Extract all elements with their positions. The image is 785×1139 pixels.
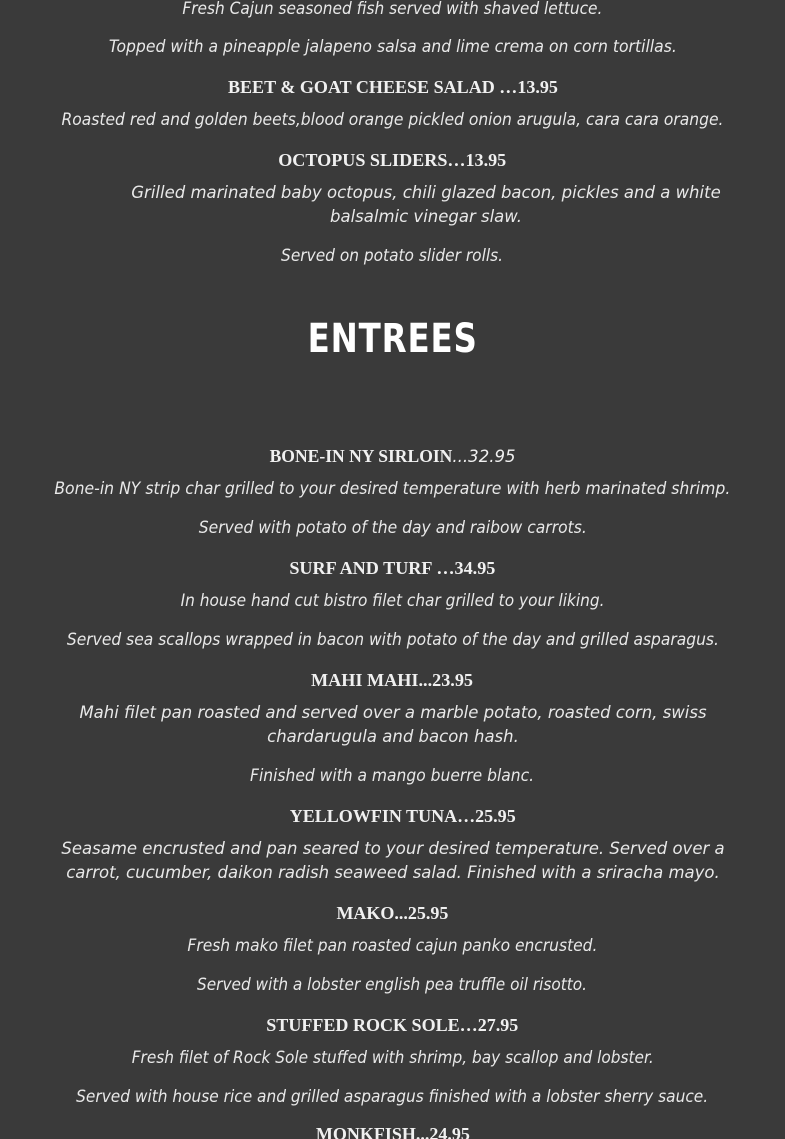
- mahi-mahi-finish: Finished with a mango buerre blanc.: [250, 766, 535, 785]
- rock-sole-description-line-1: Fresh filet of Rock Sole stuffed with shrimp, bay scallop and lobster.: [131, 1048, 654, 1067]
- mako-description-line-2: Served with a lobster english pea truffle oil risotto.: [197, 975, 588, 994]
- beet-salad-description: Roasted red and golden beets,blood orange pickled onion arugula, cara cara orange.: [61, 110, 724, 129]
- item-name: BONE-IN NY SIRLOIN: [269, 446, 453, 466]
- yellowfin-tuna-description: Seasame encrusted and pan seared to your desired temperature. Served over a carrot, cucumber, daikon radish seaweed salad. Finished with a sriracha mayo.: [61, 839, 725, 882]
- sirloin-description-line-2: Served with potato of the day and raibow carrots.: [198, 518, 587, 537]
- item-price: ...32.95: [452, 447, 516, 466]
- surf-turf-description-line-2: Served sea scallops wrapped in bacon with potato of the day and grilled asparagus.: [66, 630, 719, 649]
- menu-item-beet-goat-cheese-salad: BEET & GOAT CHEESE SALAD …13.95: [227, 77, 558, 97]
- mahi-mahi-description: Mahi filet pan roasted and served over a marble potato, roasted corn, swiss chardarugula and bacon hash.: [79, 703, 707, 746]
- section-title-entrees: ENTREES: [307, 316, 478, 362]
- menu-item-surf-and-turf: SURF AND TURF …34.95: [289, 558, 496, 578]
- octopus-sliders-serving: Served on potato slider rolls.: [281, 246, 504, 265]
- menu-item-yellowfin-tuna: YELLOWFIN TUNA…25.95: [289, 806, 516, 826]
- fish-taco-description-line-2: Topped with a pineapple jalapeno salsa and lime crema on corn tortillas.: [108, 37, 677, 56]
- octopus-sliders-description: Grilled marinated baby octopus, chili glazed bacon, pickles and a white balsalmic vinegar slaw.: [131, 183, 721, 226]
- surf-turf-description-line-1: In house hand cut bistro filet char grilled to your liking.: [180, 591, 605, 610]
- fish-taco-description-line-1: Fresh Cajun seasoned fish served with shaved lettuce.: [182, 0, 603, 18]
- menu-item-mako: MAKO...25.95: [336, 903, 449, 923]
- sirloin-description-line-1: Bone-in NY strip char grilled to your desired temperature with herb marinated shrimp.: [54, 479, 731, 498]
- menu-item-bone-in-ny-sirloin: [0, 444, 785, 469]
- menu-item-stuffed-rock-sole: STUFFED ROCK SOLE…27.95: [266, 1015, 519, 1035]
- menu-item-octopus-sliders: OCTOPUS SLIDERS…13.95: [278, 150, 507, 170]
- mako-description-line-1: Fresh mako filet pan roasted cajun panko encrusted.: [187, 936, 598, 955]
- menu-item-monkfish: MONKFISH...24.95: [315, 1124, 470, 1139]
- menu-item-mahi-mahi: MAHI MAHI...23.95: [311, 670, 474, 690]
- rock-sole-description-line-2: Served with house rice and grilled asparagus finished with a lobster sherry sauce.: [76, 1087, 709, 1106]
